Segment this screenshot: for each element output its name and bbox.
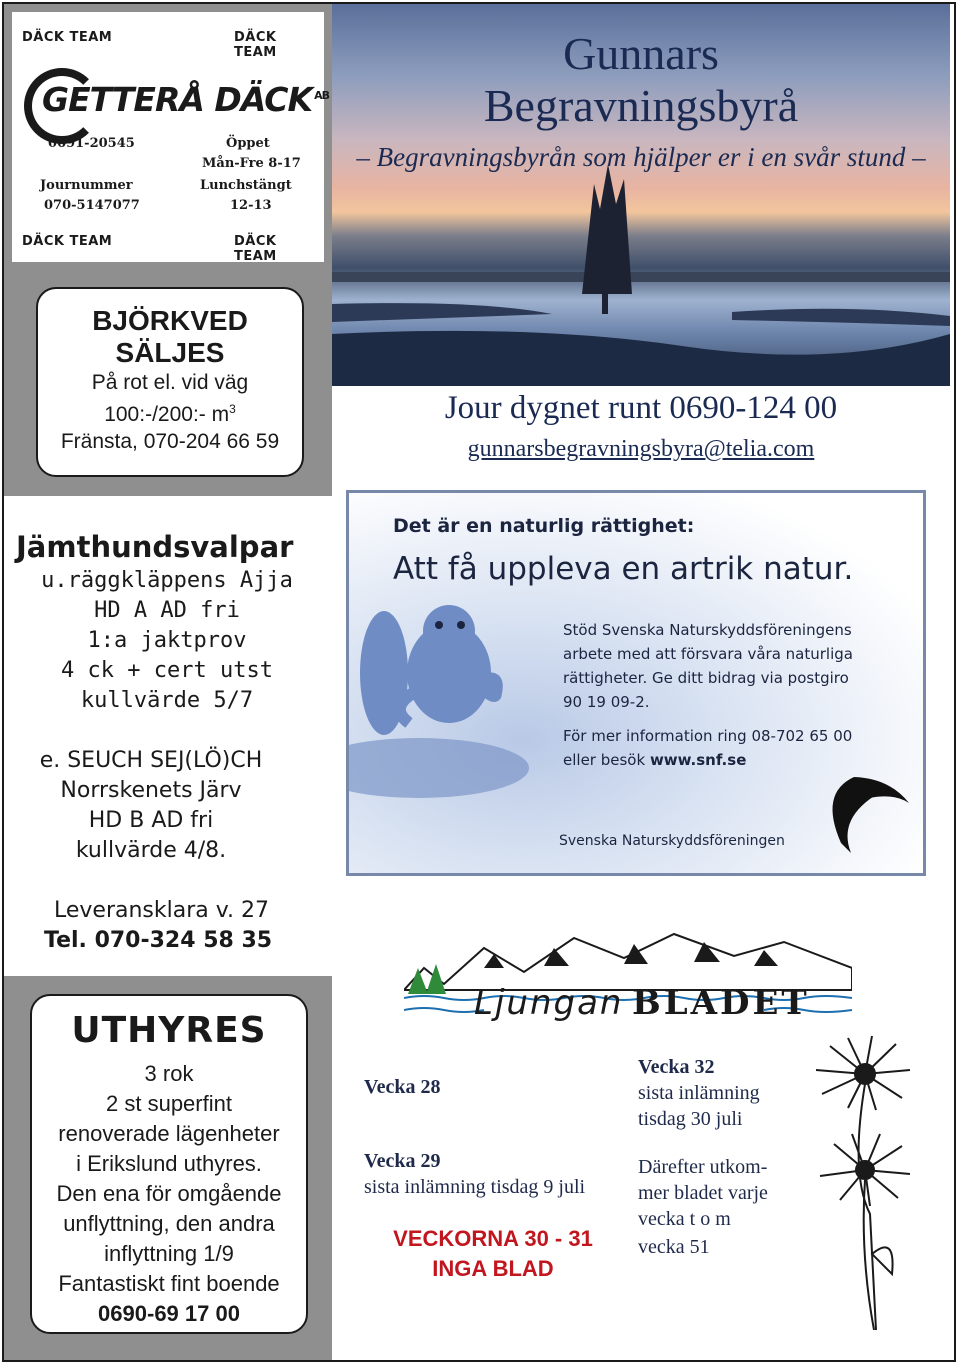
funeral-tagline: – Begravningsbyrån som hjälper er i en svår stund – bbox=[356, 142, 926, 172]
gettera-lunch-label: Lunchstängt bbox=[200, 178, 292, 193]
snf-slogan: Att få uppleva en artrik natur. bbox=[393, 551, 854, 587]
snf-url-link[interactable]: www.snf.se bbox=[649, 751, 747, 769]
jamthund-line: Norrskenets Järv bbox=[60, 778, 242, 803]
funeral-email-link[interactable]: gunnarsbegravningsbyra@telia.com bbox=[467, 436, 815, 462]
gettera-open-hours: Mån-Fre 8-17 bbox=[202, 156, 301, 171]
ljungan-name: Ljungan bbox=[474, 983, 624, 1023]
week-32-note2: tisdag 30 juli bbox=[638, 1108, 743, 1130]
gettera-logo: GETTERÅ DÄCK $^{AB}$ bbox=[42, 80, 330, 119]
snf-info-phone: För mer information ring 08-702 65 00 bbox=[563, 727, 853, 745]
after-note1: Därefter utkom- bbox=[638, 1156, 768, 1178]
no-issue-label: INGA BLAD bbox=[432, 1256, 554, 1281]
uthyres-title: UTHYRES bbox=[71, 1010, 267, 1051]
funeral-home-ad bbox=[332, 4, 950, 476]
jamthund-lines-b bbox=[6, 746, 296, 866]
snf-org: Svenska Naturskyddsföreningen bbox=[559, 833, 785, 849]
dackteam-logo-bl: DÄCK TEAM bbox=[22, 234, 113, 249]
no-issue-weeks: VECKORNA 30 - 31 bbox=[393, 1226, 593, 1251]
jamthund-line: 1:a jaktprov bbox=[87, 628, 247, 653]
uthyres-line: i Erikslund uthyres. bbox=[76, 1151, 262, 1176]
week-28: Vecka 28 bbox=[364, 1076, 441, 1098]
funeral-jour: Jour dygnet runt 0690-124 00 bbox=[444, 390, 838, 426]
snf-heading: Det är en naturlig rättighet: bbox=[393, 515, 695, 537]
gettera-journummer: 070-5147077 bbox=[44, 198, 140, 213]
snf-visit-line: eller besök www.snf.se bbox=[563, 751, 747, 769]
jamthund-title: Jämthundsvalpar bbox=[16, 530, 294, 564]
after-note2: mer bladet varje bbox=[638, 1182, 768, 1204]
snf-body-line: rättigheter. Ge ditt bidrag via postgiro bbox=[563, 669, 849, 687]
jamthund-line: u.räggkläppens Ajja bbox=[41, 568, 293, 593]
uthyres-line: renoverade lägenheter bbox=[58, 1121, 280, 1146]
week-32: Vecka 32 bbox=[638, 1056, 715, 1078]
jamthund-line: kullvärde 4/8. bbox=[75, 838, 227, 863]
week-29: Vecka 29 bbox=[364, 1150, 441, 1172]
after-note3: vecka t o m bbox=[638, 1208, 731, 1230]
week-32-note1: sista inlämning bbox=[638, 1082, 760, 1104]
bjorkved-line3: På rot el. vid väg bbox=[91, 371, 249, 394]
uthyres-line: 3 rok bbox=[144, 1061, 194, 1086]
bjorkved-line4: 100:-/200:- $m^3$ bbox=[104, 402, 236, 426]
uthyres-line: unflyttning, den andra bbox=[63, 1211, 275, 1236]
funeral-title-line1: Gunnars bbox=[563, 28, 719, 79]
uthyres-body bbox=[32, 1059, 306, 1299]
jamthund-line: e. SEUCH SEJ(LÖ)CH bbox=[39, 748, 263, 773]
bjorkved-line5: Fränsta, 070-204 66 59 bbox=[60, 430, 280, 453]
ljungan-bladet: BLADET bbox=[632, 983, 810, 1023]
gettera-open-label: Öppet bbox=[226, 136, 270, 151]
dackteam-logo-br: DÄCK TEAM bbox=[234, 234, 277, 264]
jamthund-lines-a bbox=[6, 566, 328, 716]
jamthund-tel: Tel. 070-324 58 35 bbox=[44, 928, 273, 953]
week-29-note: sista inlämning tisdag 9 juli bbox=[364, 1176, 586, 1198]
gettera-dack-ad bbox=[12, 12, 330, 264]
jamthund-ad bbox=[6, 496, 328, 974]
snf-body-line: arbete med att försvara våra naturliga bbox=[563, 645, 853, 663]
funeral-title-line2: Begravningsbyrå bbox=[483, 80, 799, 131]
jamthund-line: HD A AD fri bbox=[94, 598, 240, 623]
bjorkved-ad bbox=[36, 287, 304, 477]
dackteam-logo-tr: DÄCK TEAM bbox=[234, 30, 277, 60]
jamthund-line: 4 ck + cert utst bbox=[61, 658, 273, 683]
uthyres-line: Den ena för omgående bbox=[56, 1181, 282, 1206]
bjorkved-title2: SÄLJES bbox=[115, 337, 225, 368]
snf-beaver-icon bbox=[349, 493, 929, 879]
gettera-lunch-hours: 12-13 bbox=[230, 198, 272, 213]
gettera-journummer-label: Journummer bbox=[40, 178, 133, 193]
snf-body-line: 90 19 09-2. bbox=[563, 693, 650, 711]
uthyres-phone: 0690-69 17 00 bbox=[98, 1301, 240, 1326]
snf-body-line: Stöd Svenska Naturskyddsföreningens bbox=[563, 621, 852, 639]
uthyres-line: 2 st superfint bbox=[106, 1091, 232, 1116]
dackteam-logo-tl: DÄCK TEAM bbox=[22, 30, 113, 45]
snf-ad bbox=[346, 490, 926, 876]
ljungan-bladet-logo bbox=[404, 928, 852, 1024]
uthyres-line: inflyttning 1/9 bbox=[104, 1241, 234, 1266]
bjorkved-title1: BJÖRKVED bbox=[92, 305, 248, 336]
uthyres-line: Fantastiskt fint boende bbox=[58, 1271, 280, 1296]
daisy-flowers-icon bbox=[810, 1034, 920, 1334]
after-note4: vecka 51 bbox=[638, 1236, 710, 1258]
uthyres-ad bbox=[30, 994, 308, 1334]
jamthund-ready: Leveransklara v. 27 bbox=[54, 898, 270, 923]
jamthund-line: kullvärde 5/7 bbox=[80, 688, 254, 713]
gettera-phone: 0691-20545 bbox=[48, 136, 135, 151]
jamthund-line: HD B AD fri bbox=[88, 808, 214, 833]
